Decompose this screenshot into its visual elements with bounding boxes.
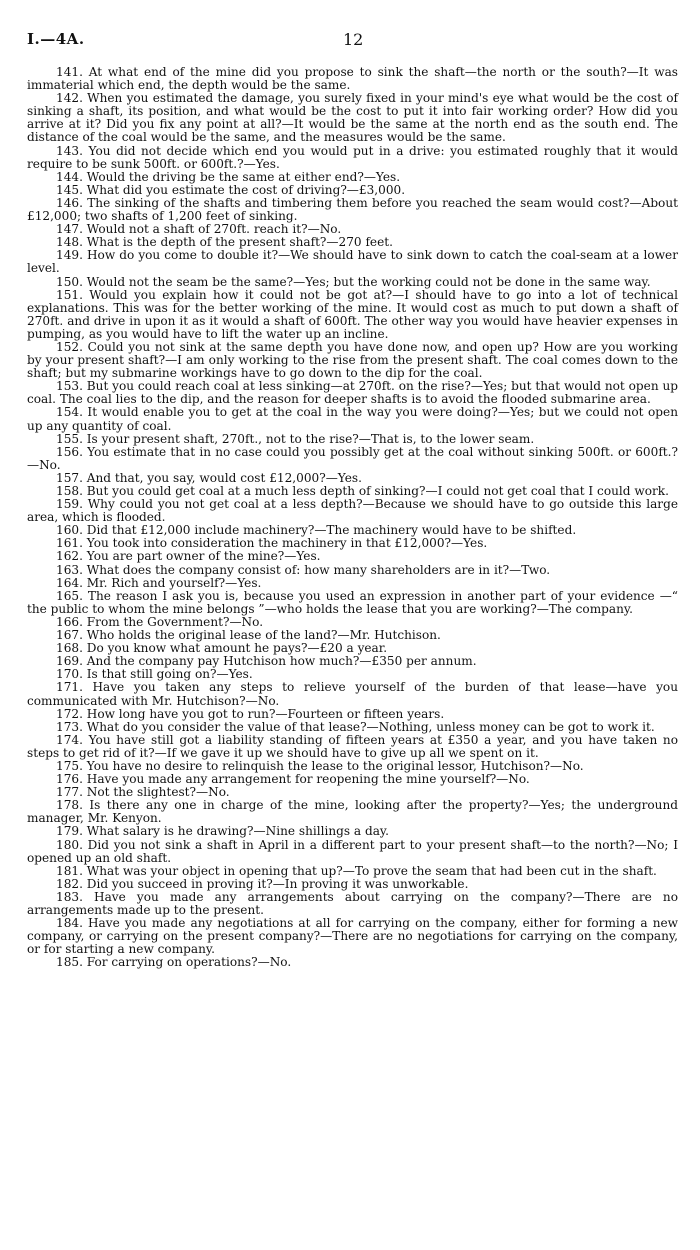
paper-reference: I.—4A. bbox=[27, 30, 85, 48]
question-answer-paragraph: 161. You took into consideration the machinery in that £12,000?—Yes. bbox=[56, 536, 488, 551]
question-answer-paragraph: 181. What was your object in opening that up?—To prove the seam that had been cut in the shaft. bbox=[56, 863, 657, 878]
question-answer-paragraph: 179. What salary is he drawing?—Nine shillings a day. bbox=[56, 824, 389, 839]
question-answer-paragraph: 183. Have you made any arrangements about carrying on the company?—There are no arrangements made up to the present. bbox=[27, 889, 678, 917]
evidence-body bbox=[27, 66, 678, 969]
question-answer-paragraph: 151. Would you explain how it could not be got at?—I should have to go into a lot of technical explanations. This was for the better working of the mine. It would cost as much to put down a shaft of 270ft. and drive in upon it as it would a shaft of 600ft. The other way you would have heavier expenses in pumping, as you would have to lift the water up an incline. bbox=[27, 287, 678, 341]
question-answer-paragraph: 162. You are part owner of the mine?—Yes. bbox=[56, 549, 321, 564]
question-answer-paragraph: 170. Is that still going on?—Yes. bbox=[56, 667, 253, 682]
question-answer-paragraph: 147. Would not a shaft of 270ft. reach it?—No. bbox=[56, 222, 342, 237]
question-answer-paragraph: 182. Did you succeed in proving it?—In proving it was unworkable. bbox=[56, 876, 469, 891]
question-answer-paragraph: 175. You have no desire to relinquish the lease to the original lessor, Hutchison?—No. bbox=[56, 758, 584, 773]
question-answer-paragraph: 176. Have you made any arrangement for reopening the mine yourself?—No. bbox=[56, 772, 530, 787]
question-answer-paragraph: 153. But you could reach coal at less sinking—at 270ft. on the rise?—Yes; but that would not open up coal. The coal lies to the dip, and the reason for deeper shafts is to avoid the flooded submarine area. bbox=[27, 379, 678, 407]
question-answer-paragraph: 159. Why could you not get coal at a less depth?—Because we should have to go outside this large area, which is flooded. bbox=[27, 497, 678, 525]
page-header bbox=[27, 30, 678, 52]
question-answer-paragraph: 150. Would not the seam be the same?—Yes; but the working could not be done in the same way. bbox=[56, 274, 651, 289]
question-answer-paragraph: 155. Is your present shaft, 270ft., not to the rise?—That is, to the lower seam. bbox=[56, 431, 535, 446]
question-answer-paragraph: 174. You have still got a liability standing of fifteen years at £350 a year, and you have taken no steps to get rid of it?—If we gave it up we should have to give up all we spent on it. bbox=[27, 732, 678, 760]
question-answer-paragraph: 172. How long have you got to run?—Fourteen or fifteen years. bbox=[56, 706, 445, 721]
question-answer-paragraph: 154. It would enable you to get at the coal in the way you were doing?—Yes; but we could not open up any quantity of coal. bbox=[27, 405, 678, 433]
question-answer-paragraph: 143. You did not decide which end you would put in a drive: you estimated roughly that it would require to be sunk 500ft. or 600ft.?—Yes. bbox=[27, 143, 678, 171]
question-answer-paragraph: 160. Did that £12,000 include machinery?—The machinery would have to be shifted. bbox=[56, 523, 577, 538]
page-number: 12 bbox=[343, 30, 364, 49]
question-answer-paragraph: 171. Have you taken any steps to relieve yourself of the burden of that lease—have you communicated with Mr. Hutchison?—No. bbox=[27, 680, 678, 708]
question-answer-paragraph: 165. The reason I ask you is, because you used an expression in another part of your evidence —“ the public to whom the mine belongs ”—who holds the lease that you are working?—The company. bbox=[27, 588, 678, 616]
question-answer-paragraph: 156. You estimate that in no case could you possibly get at the coal without sinking 500ft. or 600ft.?—No. bbox=[27, 444, 678, 472]
question-answer-paragraph: 178. Is there any one in charge of the mine, looking after the property?—Yes; the underground manager, Mr. Kenyon. bbox=[27, 798, 678, 826]
question-answer-paragraph: 152. Could you not sink at the same depth you have done now, and open up? How are you working by your present shaft?—I am only working to the rise from the present shaft. The coal comes down to the shaft; but my submarine workings have to go down to the dip for the coal. bbox=[27, 339, 678, 381]
question-answer-paragraph: 184. Have you made any negotiations at all for carrying on the company, either for forming a new company, or carrying on the present company?—There are no negotiations for carrying on the company, or for starting a new company. bbox=[27, 916, 678, 957]
question-answer-paragraph: 164. Mr. Rich and yourself?—Yes. bbox=[56, 575, 262, 590]
question-answer-paragraph: 141. At what end of the mine did you propose to sink the shaft—the north or the south?—It was immaterial which end, the depth would be the same. bbox=[27, 65, 678, 93]
question-answer-paragraph: 148. What is the depth of the present shaft?—270 feet. bbox=[56, 235, 393, 250]
question-answer-paragraph: 145. What did you estimate the cost of driving?—£3,000. bbox=[56, 182, 406, 197]
question-answer-paragraph: 146. The sinking of the shafts and timbering them before you reached the seam would cost?—About £12,000; two shafts of 1,200 feet of sinking. bbox=[27, 195, 678, 224]
question-answer-paragraph: 142. When you estimated the damage, you surely fixed in your mind's eye what would be the cost of sinking a shaft, its position, and what would be the cost to put it into fair working order? How did you arrive at it? Did you fix any point at all?—It would be the same at the north end as the south end. The distance of the coal would be the same, and the measures would be the same. bbox=[27, 91, 678, 145]
question-answer-paragraph: 180. Did you not sink a shaft in April in a different part to your present shaft—to the north?—No; I opened up an old shaft. bbox=[27, 837, 678, 865]
question-answer-paragraph: 169. And the company pay Hutchison how much?—£350 per annum. bbox=[56, 654, 477, 669]
question-answer-paragraph: 163. What does the company consist of: how many shareholders are in it?—Two. bbox=[56, 562, 551, 577]
question-answer-paragraph: 166. From the Government?—No. bbox=[56, 614, 264, 629]
question-answer-paragraph: 185. For carrying on operations?—No. bbox=[56, 955, 292, 970]
question-answer-paragraph: 144. Would the driving be the same at either end?—Yes. bbox=[56, 169, 401, 184]
document-page bbox=[27, 30, 678, 969]
question-answer-paragraph: 167. Who holds the original lease of the land?—Mr. Hutchison. bbox=[56, 628, 441, 643]
question-answer-paragraph: 158. But you could get coal at a much less depth of sinking?—I could not get coal that I could work. bbox=[56, 484, 669, 498]
question-answer-paragraph: 177. Not the slightest?—No. bbox=[56, 785, 230, 800]
question-answer-paragraph: 168. Do you know what amount he pays?—£20 a year. bbox=[56, 641, 388, 656]
question-answer-paragraph: 149. How do you come to double it?—We should have to sink down to catch the coal-seam at a lower level. bbox=[27, 248, 678, 276]
question-answer-paragraph: 157. And that, you say, would cost £12,000?—Yes. bbox=[56, 470, 362, 485]
question-answer-paragraph: 173. What do you consider the value of that lease?—Nothing, unless money can be got to work it. bbox=[56, 719, 655, 734]
